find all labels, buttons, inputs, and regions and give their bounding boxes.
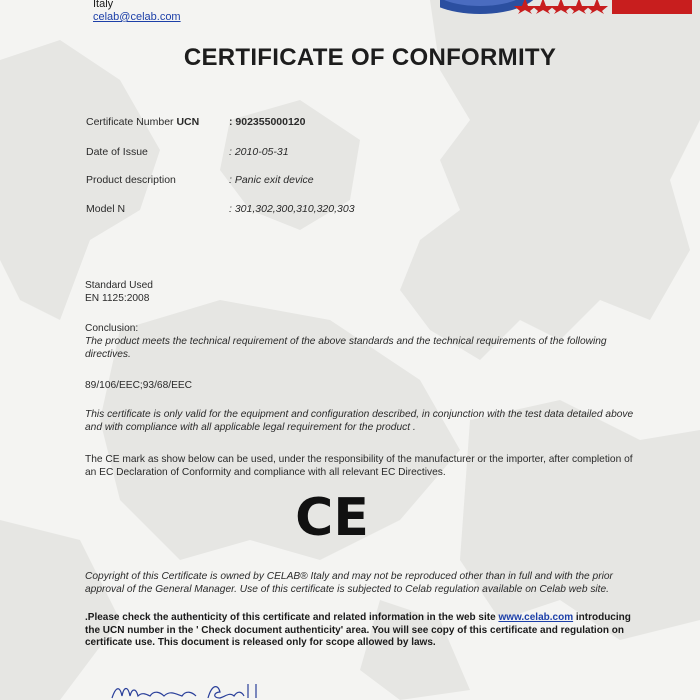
- certificate-number-row: [86, 116, 306, 128]
- date-of-issue-label: Date of Issue: [86, 146, 148, 158]
- conclusion-text: The product meets the technical requirement of the above standards and the technical requirements of the following directives.: [85, 336, 607, 360]
- standard-section: [85, 279, 645, 305]
- product-description-row: [86, 174, 314, 186]
- celab-logo-icon: [440, 0, 700, 14]
- conclusion-section: [85, 322, 645, 361]
- issuer-country: Italy: [93, 0, 114, 10]
- directives-text: 89/106/EEC;93/68/EEC: [85, 380, 193, 391]
- model-label: Model N: [86, 203, 126, 215]
- product-description-label: Product description: [86, 174, 176, 186]
- ce-mark-icon: [282, 490, 382, 540]
- page-title: CERTIFICATE OF CONFORMITY: [183, 44, 557, 71]
- date-of-issue-row: [86, 146, 289, 158]
- copyright-text: Copyright of this Certificate is owned by CELAB® Italy and may not be reproduced other than in full and with the prior approval of the General Manager. Use of this certificate is subjected to Celab regulation available on Celab web site.: [85, 571, 613, 595]
- issuer-email-link[interactable]: celab@celab.com: [93, 11, 181, 23]
- issuer-block: [93, 0, 181, 24]
- conclusion-label: Conclusion:: [85, 323, 139, 334]
- standard-value: EN 1125:2008: [85, 293, 150, 304]
- date-of-issue-value: : 2010-05-31: [229, 146, 289, 158]
- model-value: : 301,302,300,310,320,303: [229, 203, 355, 215]
- validity-text: This certificate is only valid for the equipment and configuration described, in conjunction with the test data detailed above and with compliance with all applicable legal requirement for the product .: [85, 409, 634, 433]
- notice-part-2: introducing the UCN number in the ' Check document authenticity' area. You will see copy of this certificate and regulation on certificate use. This document is released only for scope allowed by laws.: [85, 612, 631, 648]
- celab-website-link[interactable]: www.celab.com: [498, 612, 574, 623]
- signature-icon: [108, 680, 268, 700]
- standard-label: Standard Used: [85, 280, 153, 291]
- authenticity-notice: [85, 612, 645, 650]
- model-row: [86, 203, 355, 215]
- certificate-number-label: Certificate Number UCN: [86, 116, 200, 128]
- certificate-number-value: : 902355000120: [229, 116, 306, 128]
- ce-mark-text: CE: [295, 490, 369, 540]
- ce-explanation-text: The CE mark as show below can be used, under the responsibility of the manufacturer or the importer, after completion of an EC Declaration of Conformity and compliance with all relevant EC Directives.: [85, 454, 633, 478]
- notice-part-1: .Please check the authenticity of this certificate and related information in the web site: [85, 612, 499, 623]
- product-description-value: : Panic exit device: [229, 174, 314, 186]
